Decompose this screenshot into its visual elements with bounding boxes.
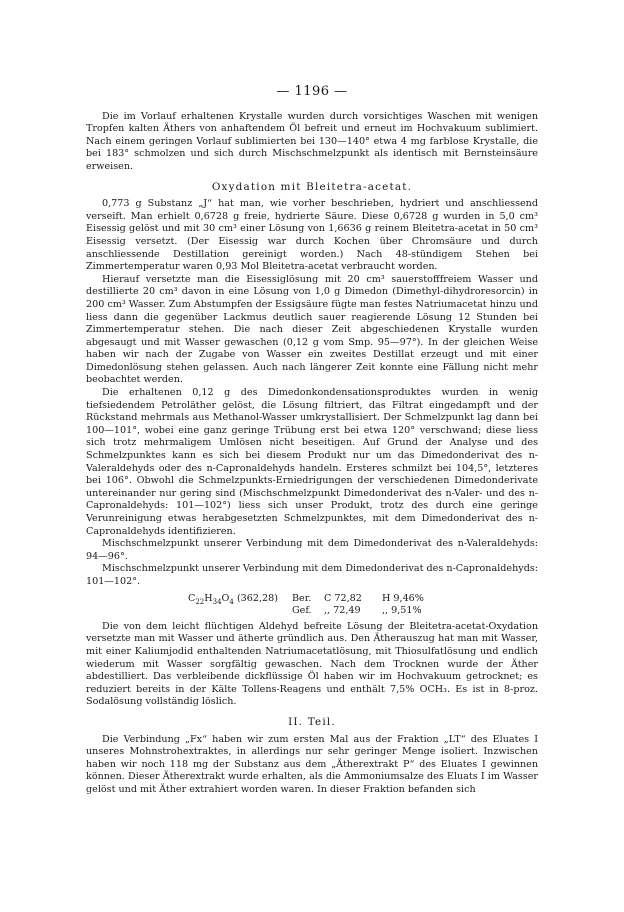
paragraph-compound-fx: Die Verbindung „Fx“ haben wir zum ersten Mal aus der Fraktion „LT“ des Eluates I unseres Mohnstrohextraktes, in allerdings nur sehr geringer Menge isoliert. Inzwischen haben wir noch 118 mg der Substanz aus dem „Ätherextrakt P“ des Eluates I gewinnen können. Dieser Ätherextrakt wurde erhalten, als die Ammoniumsalze des Eluats I im Wasser gelöst und mit Äther extrahiert worden waren. In dieser Fraktion befanden sich <box>86 733 538 795</box>
analysis-formula <box>86 593 538 618</box>
paragraph-mixed-mp-capron: Mischschmelzpunkt unserer Verbindung mit dem Dimedonderivat des n-Capronaldehyds: 101—102°. <box>86 563 538 587</box>
found-carbon: ,, 72,49 <box>324 605 361 617</box>
formula-o-count: 4 <box>229 597 234 606</box>
section-heading-oxydation: Oxydation mit Bleitetra-acetat. <box>211 180 413 193</box>
formula-molar-mass: (362,28) <box>236 592 278 604</box>
formula-c-count: 22 <box>195 597 205 606</box>
formula-o-symbol: O <box>221 592 230 604</box>
paragraph-distillation: Hierauf versetzte man die Eisessiglösung mit 20 cm³ sauerstofffreiem Wasser und destillierte 20 cm³ davon in eine Lösung von 1,0 g Dimedon (Dimethyl-dihydroresorcin) in 200 cm³ Wasser. Zum Abstumpfen der Essigsäure fügte man festes Natriumacetat hinzu und liess dann die gegenüber Lackmus deutlich sauer reagierende Lösung 12 Stunden bei Zimmertemperatur stehen. Die nach dieser Zeit abgeschiedenen Krystalle wurden abgesaugt und mit Wasser gewaschen (0,12 g vom Smp. 95—97°). In der gleichen Weise haben wir nach der Zugabe von Wasser ein zweites Destillat erzeugt und mit einer Dimedonlösung stehen gelassen. Auch nach längerer Zeit konnte eine Fällung nicht mehr beobachtet werden. <box>86 273 538 386</box>
paragraph-mixed-mp-valer: Mischschmelzpunkt unserer Verbindung mit dem Dimedonderivat des n-Valeraldehyds: 94—96°. <box>86 538 538 562</box>
found-hydrogen: ,, 9,51% <box>382 605 422 617</box>
compound-formula <box>86 593 292 618</box>
calculated-hydrogen: H 9,46% <box>382 592 424 604</box>
formula-h-symbol: H <box>204 592 213 604</box>
analysis-values <box>292 593 424 618</box>
analysis-found-row <box>292 605 424 618</box>
paragraph-hydration: 0,773 g Substanz „J“ hat man, wie vorher beschrieben, hydriert und anschliessend verseift. Man erhielt 0,6728 g freie, hydrierte Säure. Diese 0,6728 g wurden in 5,0 cm³ Eisessig gelöst und mit 30 cm³ einer Lösung von 1,6636 g reinem Bleitetra-acetat in 50 cm³ Eisessig versetzt. (Der Eisessig war durch Kochen über Chromsäure und durch anschliessende Destillation gereinigt worden.) Nach 48-stündigem Stehen bei Zimmertemperatur waren 0,93 Mol Bleitetra-acetat verbraucht worden. <box>86 198 538 273</box>
analysis-calculated-row <box>292 593 424 606</box>
page-number: — 1196 — <box>276 84 348 99</box>
calculated-carbon: C 72,82 <box>324 592 362 604</box>
section-heading-part-two: II. Teil. <box>288 715 336 728</box>
found-label: Gef. <box>292 605 312 617</box>
paragraph-ether-extract: Die von dem leicht flüchtigen Aldehyd befreite Lösung der Bleitetra-acetat-Oxydation versetzte man mit Wasser und ätherte gründlich aus. Den Ätherauszug hat man mit Wasser, mit einer Kaliumjodid enthaltenden Natriumacetatlösung, mit Thiosulfatlösung und endlich wiederum mit Wasser sorgfältig gewaschen. Nach dem Trocknen wurde der Äther abdestilliert. Das verbleibende dickflüssige Öl haben wir im Hochvakuum getrocknet; es reduziert bereits in der Kälte Tollens-Reagens und enthält 7,5% OCH₃. Es ist in 8-proz. Sodalösung vollständig löslich. <box>86 620 538 708</box>
paragraph-dimedon-product: Die erhaltenen 0,12 g des Dimedonkondensationsproduktes wurden in wenig tiefsiedendem Petroläther gelöst, die Lösung filtriert, das Filtrat eingedampft und der Rückstand mehrmals aus Methanol-Wasser umkrystallisiert. Der Schmelzpunkt lag dann bei 100—101°, wobei eine ganz geringe Trübung erst bei etwa 120° verschwand; diese liess sich trotz mehrmaligem Umlösen nicht beseitigen. Auf Grund der Analyse und des Schmelzpunktes kann es sich bei diesem Produkt nur um das Dimedonderivat des n-Valeraldehyds oder des n-Capronaldehyds handeln. Ersteres schmilzt bei 104,5°, letzteres bei 106°. Obwohl die Schmelzpunkts-Erniedrigungen der verschiedenen Dimedonderivate untereinander nur gering sind (Mischschmelzpunkt Dimedonderivat des n-Valer- und des n-Capronaldehyds: 101—102°) liess sich unser Produkt, trotz des durch eine geringe Verunreinigung etwas herabgesetzten Schmelzpunktes, mit dem Dimedonderivat des n-Capronaldehyds identifizieren. <box>86 387 538 537</box>
formula-h-count: 34 <box>212 597 222 606</box>
formula-c-symbol: C <box>187 592 196 604</box>
paragraph-sublimation: Die im Vorlauf erhaltenen Krystalle wurden durch vorsichtiges Waschen mit wenigen Tropfen kalten Äthers von anhaftendem Öl befreit und erneut im Hochvakuum sublimiert. Nach einem geringen Vorlauf sublimierten bei 130—140° etwa 4 mg farblose Krystalle, die bei 183° schmolzen und sich durch Mischschmelzpunkt als identisch mit Bernsteinsäure erweisen. <box>86 110 538 172</box>
calculated-label: Ber. <box>292 592 312 604</box>
